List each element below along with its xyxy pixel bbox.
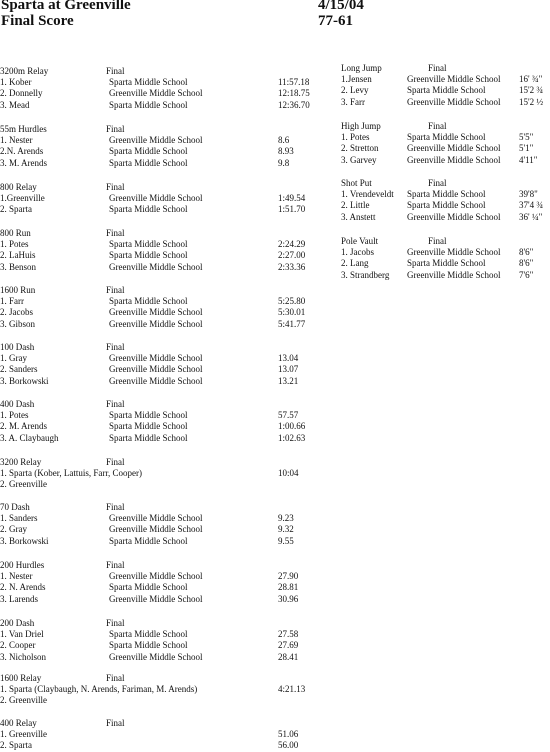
athlete-name: 3. Larends [0,593,38,604]
result-mark: 5:25.80 [278,296,306,307]
school-name: Sparta Middle School [407,85,486,96]
result-row [0,88,310,99]
result-mark: 27.58 [278,629,299,640]
school-name: Sparta Middle School [109,157,188,168]
school-name: Greenville Middle School [109,524,203,535]
athlete-name: 3. Benson [0,261,36,272]
result-mark: 11:57.18 [278,77,310,88]
field-event [341,178,550,223]
athlete-name: 1. Potes [0,410,29,421]
school-name: Sparta Middle School [109,640,188,651]
athlete-name: 1.Jensen [341,74,372,85]
result-row [341,85,550,96]
field-event [341,121,550,166]
school-name: Greenville Middle School [407,154,501,165]
athlete-name: 1.Greenville [0,193,45,204]
event-status: Final [106,673,125,683]
school-name: Sparta Middle School [407,189,486,200]
event-title: 800 Relay [0,182,37,192]
result-row [0,204,306,215]
result-mark: 5'1" [519,143,534,154]
result-row [0,684,306,695]
athlete-name: 1. Sparta (Kober, Lattuis, Farr, Cooper) [0,468,142,479]
track-event [0,457,300,491]
result-mark: 28.81 [278,582,299,593]
school-name: Greenville Middle School [109,651,203,662]
athlete-name: 3. Borkowski [0,535,49,546]
result-row [0,250,306,261]
result-mark: 27.90 [278,571,299,582]
result-row [0,468,300,479]
result-mark: 5:30.01 [278,307,306,318]
result-row [341,97,550,108]
event-status: Final [428,178,447,188]
school-name: Greenville Middle School [407,143,501,154]
result-row [0,364,300,375]
school-name: Sparta Middle School [109,204,188,215]
athlete-name: 2. Jacobs [0,307,33,318]
school-name: Greenville Middle School [109,513,203,524]
result-row [0,353,300,364]
field-event [341,63,550,108]
result-row [0,193,306,204]
result-mark: 4:21.13 [278,684,306,695]
result-mark: 9.23 [278,513,294,524]
track-event [0,618,300,663]
event-status: Final [428,121,447,131]
result-row [341,247,550,258]
athlete-name: 1. Vrendeveldt [341,189,394,200]
result-row [0,158,300,169]
result-mark: 56.00 [278,740,299,751]
track-event [0,342,300,387]
track-event [0,228,306,273]
event-title: Pole Vault [341,236,379,246]
athlete-name: 1. Van Driel [0,629,44,640]
result-mark: 5'5" [519,132,534,143]
athlete-name: 1. Nester [0,571,33,582]
track-event [0,66,310,111]
track-event [0,285,306,330]
final-score: 77-61 [318,13,353,29]
result-mark: 1:00.66 [278,421,306,432]
result-mark: 4'11" [519,154,538,165]
athlete-name: 3. M. Arends [0,157,47,168]
school-name: Greenville Middle School [109,375,203,386]
result-row [341,155,550,166]
athlete-name: 2. Cooper [0,640,36,651]
result-mark: 57.57 [278,410,299,421]
meet-date: 4/15/04 [318,0,364,13]
athlete-name: 2. N. Arends [0,582,46,593]
track-event [0,502,300,547]
result-row [0,629,300,640]
event-title: Long Jump [341,63,382,73]
result-row [0,432,306,444]
result-row [341,143,550,154]
event-status: Final [106,124,125,134]
result-mark: 7'6" [519,269,534,280]
athlete-name: 2. Lang [341,258,369,269]
school-name: Greenville Middle School [407,74,501,85]
event-status: Final [106,399,125,409]
event-status: Final [106,718,125,728]
event-title: High Jump [341,121,381,131]
athlete-name: 2.N. Arends [0,146,44,157]
result-mark: 13.21 [278,375,299,386]
school-name: Greenville Middle School [407,96,501,107]
result-row [341,212,550,223]
result-mark: 2:27.00 [278,250,306,261]
athlete-name: 1. Gray [0,353,27,364]
school-name: Sparta Middle School [109,410,188,421]
event-status: Final [106,457,125,467]
school-name: Sparta Middle School [109,296,188,307]
event-title: 800 Run [0,228,31,238]
school-name: Sparta Middle School [407,258,486,269]
event-status: Final [106,502,125,512]
result-mark: 30.96 [278,593,299,604]
result-mark: 15'2 ½ [519,96,544,107]
school-name: Greenville Middle School [109,261,203,272]
athlete-name: 2. Little [341,200,370,211]
result-row [0,524,300,535]
event-title: 55m Hurdles [0,124,47,134]
result-mark: 9.55 [278,535,294,546]
result-mark: 1:49.54 [278,193,306,204]
school-name: Greenville Middle School [109,135,203,146]
result-row [341,200,550,211]
result-row [0,99,310,111]
result-mark: 8.93 [278,146,294,157]
result-mark: 15'2 ¾ [519,85,544,96]
event-title: 100 Dash [0,342,35,352]
result-mark: 36' ¼" [519,211,543,222]
result-mark: 5:41.77 [278,318,306,329]
result-mark: 1:02.63 [278,432,306,443]
event-title: 200 Hurdles [0,560,45,570]
athlete-name: 2. Levy [341,85,369,96]
result-mark: 9.32 [278,524,294,535]
athlete-name: 3. Nicholson [0,651,46,662]
school-name: Sparta Middle School [407,132,486,143]
event-title: 200 Dash [0,618,35,628]
athlete-name: 1. Potes [0,239,29,250]
result-row [0,135,300,146]
athlete-name: 2. Donnelly [0,88,43,99]
school-name: Sparta Middle School [109,77,188,88]
result-row [0,376,300,387]
event-status: Final [106,342,125,352]
athlete-name: 3. Mead [0,99,30,110]
athlete-name: 1. Sparta (Claybaugh, N. Arends, Fariman, M. Arends) [0,684,198,695]
school-name: Greenville Middle School [407,211,501,222]
result-mark: 28.41 [278,651,299,662]
school-name: Sparta Middle School [109,146,188,157]
track-event [0,560,300,605]
athlete-name: 2. Sparta [0,204,32,215]
result-row [0,571,300,582]
event-title: 400 Dash [0,399,35,409]
event-status: Final [106,66,125,76]
result-row [0,146,300,157]
track-event [0,673,306,707]
athlete-name: 3. Borkowski [0,375,49,386]
event-title: 3200m Relay [0,66,49,76]
result-row [0,582,300,593]
athlete-name: 2. M. Arends [0,421,47,432]
event-title: 1600 Relay [0,673,42,683]
athlete-name: 3. Strandberg [341,269,390,280]
result-mark: 8.6 [278,135,290,146]
school-name: Sparta Middle School [109,432,188,443]
event-title: 400 Relay [0,718,37,728]
event-title: 70 Dash [0,502,30,512]
school-name: Sparta Middle School [407,200,486,211]
event-title: 3200 Relay [0,457,42,467]
result-mark: 10:04 [278,468,299,479]
result-row [341,189,550,200]
event-status: Final [106,560,125,570]
event-status: Final [428,236,447,246]
event-title: 1600 Run [0,285,36,295]
athlete-name: 3. Anstett [341,211,376,222]
result-row [341,270,550,281]
athlete-name: 1. Greenville [0,729,47,740]
event-status: Final [106,285,125,295]
page-subtitle: Final Score [1,13,74,29]
event-status: Final [106,618,125,628]
result-mark: 16' ¾" [519,74,543,85]
athlete-name: 2. Greenville [0,479,47,490]
result-row [0,318,306,330]
result-mark: 12:18.75 [278,88,310,99]
result-mark: 8'6" [519,247,534,258]
event-status: Final [428,63,447,73]
result-mark: 39'8" [519,189,538,200]
result-mark: 51.06 [278,729,299,740]
result-mark: 13.07 [278,364,299,375]
school-name: Sparta Middle School [109,250,188,261]
school-name: Greenville Middle School [109,193,203,204]
athlete-name: 2. Stretton [341,143,379,154]
school-name: Sparta Middle School [109,582,188,593]
result-row [0,513,300,524]
school-name: Greenville Middle School [407,269,501,280]
school-name: Greenville Middle School [109,88,203,99]
event-status: Final [106,228,125,238]
track-event [0,182,306,216]
result-row [0,479,300,490]
result-row [341,258,550,269]
result-mark: 2:24.29 [278,239,306,250]
result-mark: 1:51.70 [278,204,306,215]
result-row [0,729,300,740]
athlete-name: 2. Greenville [0,695,47,706]
event-status: Final [106,182,125,192]
athlete-name: 3. Garvey [341,154,377,165]
result-mark: 27.69 [278,640,299,651]
school-name: Sparta Middle School [109,99,188,110]
result-row [0,307,306,318]
page-title: Sparta at Greenville [1,0,131,13]
result-row [0,640,300,651]
result-row [0,740,300,751]
school-name: Sparta Middle School [109,535,188,546]
result-row [341,74,550,85]
result-row [0,421,306,432]
result-mark: 12:36.70 [278,99,310,110]
result-mark: 2:33.36 [278,261,306,272]
track-event [0,124,300,169]
school-name: Greenville Middle School [109,318,203,329]
athlete-name: 1. Kober [0,77,32,88]
athlete-name: 3. Farr [341,96,365,107]
school-name: Greenville Middle School [109,593,203,604]
school-name: Greenville Middle School [407,247,501,258]
athlete-name: 2. Sparta [0,740,32,751]
school-name: Greenville Middle School [109,307,203,318]
school-name: Sparta Middle School [109,239,188,250]
field-event [341,236,550,281]
result-row [341,132,550,143]
result-mark: 8'6" [519,258,534,269]
result-row [0,77,310,88]
result-row [0,695,300,706]
athlete-name: 1. Potes [341,132,370,143]
school-name: Greenville Middle School [109,364,203,375]
school-name: Sparta Middle School [109,629,188,640]
result-mark: 37'4 ¾ [519,200,544,211]
athlete-name: 2. Gray [0,524,27,535]
result-row [0,239,306,250]
athlete-name: 1. Jacobs [341,247,374,258]
school-name: Greenville Middle School [109,571,203,582]
athlete-name: 1. Nester [0,135,33,146]
result-mark: 13.04 [278,353,299,364]
athlete-name: 2. Sanders [0,364,38,375]
school-name: Greenville Middle School [109,353,203,364]
result-row [0,594,300,605]
track-event [0,399,306,444]
athlete-name: 3. A. Claybaugh [0,432,59,443]
athlete-name: 1. Farr [0,296,24,307]
result-row [0,536,300,547]
event-title: Shot Put [341,178,372,188]
result-row [0,261,306,273]
athlete-name: 3. Gibson [0,318,36,329]
athlete-name: 2. LaHuis [0,250,36,261]
track-event [0,718,300,752]
result-mark: 9.8 [278,157,290,168]
school-name: Sparta Middle School [109,421,188,432]
result-row [0,410,300,421]
result-row [0,296,306,307]
result-row [0,652,300,663]
athlete-name: 1. Sanders [0,513,38,524]
